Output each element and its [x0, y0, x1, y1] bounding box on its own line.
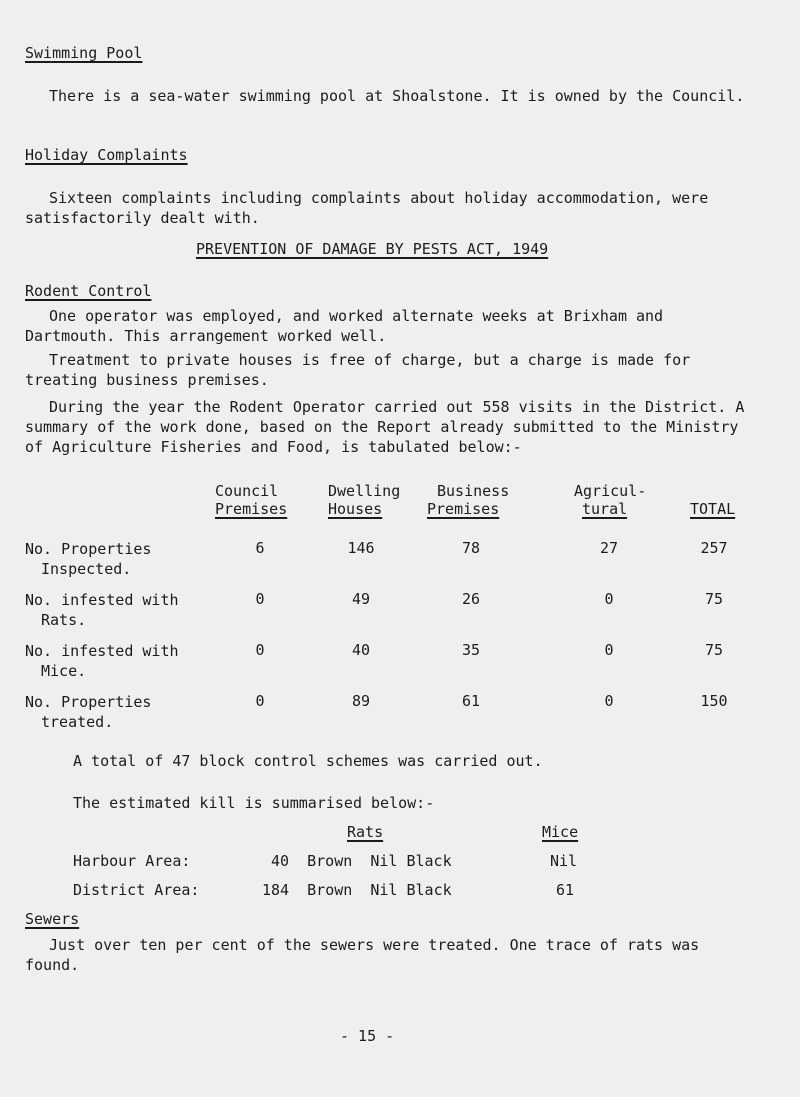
- rodent-control-para1: One operator was employed, and worked alternate weeks at Brixham and Dartmouth. This arrangement worked well.: [25, 307, 664, 345]
- cell-value: 146: [347, 539, 375, 557]
- cell-value: 0: [255, 590, 265, 608]
- kill-rats-value: 40 Brown Nil Black: [271, 852, 452, 870]
- header-total-line2: TOTAL: [690, 500, 736, 518]
- holiday-complaints-text: Sixteen complaints including complaints about holiday accommodation, were satisfactorily dealt with.: [25, 189, 709, 227]
- header-council-line2: Premises: [215, 500, 288, 518]
- mice-header: Mice: [542, 823, 579, 841]
- rodent-control-heading: Rodent Control: [25, 282, 152, 300]
- cell-value: 49: [351, 590, 371, 608]
- swimming-pool-heading: Swimming Pool: [25, 44, 143, 62]
- header-agricultural-line2: tural: [582, 500, 628, 518]
- estimated-kill-intro: The estimated kill is summarised below:-: [73, 794, 435, 812]
- act-title: PREVENTION OF DAMAGE BY PESTS ACT, 1949: [196, 240, 549, 258]
- header-council-line1: Council: [215, 482, 279, 500]
- kill-area-label: Harbour Area:: [73, 852, 191, 870]
- row-label: No. infested with Mice.: [25, 642, 179, 680]
- cell-value: 6: [255, 539, 265, 557]
- cell-value: 0: [255, 641, 265, 659]
- cell-value: 257: [700, 539, 728, 557]
- cell-value: 26: [461, 590, 481, 608]
- swimming-pool-text: There is a sea-water swimming pool at Shoalstone. It is owned by the Council.: [49, 87, 745, 105]
- cell-value: 40: [351, 641, 371, 659]
- cell-value: 27: [599, 539, 619, 557]
- row-label: No. infested with Rats.: [25, 591, 179, 629]
- cell-value: 150: [700, 692, 728, 710]
- header-business-line1: Business: [437, 482, 510, 500]
- kill-mice-value: 61: [556, 881, 575, 899]
- rodent-control-para2: Treatment to private houses is free of charge, but a charge is made for treating business premises.: [25, 351, 691, 389]
- header-agricultural-line1: Agricul-: [574, 482, 647, 500]
- sewers-text: Just over ten per cent of the sewers were treated. One trace of rats was found.: [25, 936, 700, 974]
- row-label: No. Properties Inspected.: [25, 540, 152, 578]
- block-control-text: A total of 47 block control schemes was carried out.: [73, 752, 543, 770]
- cell-value: 75: [704, 590, 724, 608]
- cell-value: 78: [461, 539, 481, 557]
- rodent-control-para3: During the year the Rodent Operator carried out 558 visits in the District. A summary of the work done, based on the Report already submitted to the Ministry of Agriculture Fisheries and Food, is tabulated below:-: [25, 398, 745, 456]
- header-dwelling-line1: Dwelling: [328, 482, 401, 500]
- kill-area-label: District Area:: [73, 881, 200, 899]
- header-business-line2: Premises: [427, 500, 500, 518]
- cell-value: 61: [461, 692, 481, 710]
- row-label: No. Properties treated.: [25, 693, 152, 731]
- cell-value: 0: [604, 692, 614, 710]
- rats-header: Rats: [347, 823, 384, 841]
- header-dwelling-line2: Houses: [328, 500, 383, 518]
- page-number: - 15 -: [340, 1027, 395, 1045]
- cell-value: 75: [704, 641, 724, 659]
- holiday-complaints-heading: Holiday Complaints: [25, 146, 188, 164]
- cell-value: 0: [604, 641, 614, 659]
- cell-value: 89: [351, 692, 371, 710]
- sewers-heading: Sewers: [25, 910, 80, 928]
- cell-value: 0: [604, 590, 614, 608]
- kill-rats-value: 184 Brown Nil Black: [262, 881, 452, 899]
- cell-value: 0: [255, 692, 265, 710]
- kill-mice-value: Nil: [550, 852, 578, 870]
- cell-value: 35: [461, 641, 481, 659]
